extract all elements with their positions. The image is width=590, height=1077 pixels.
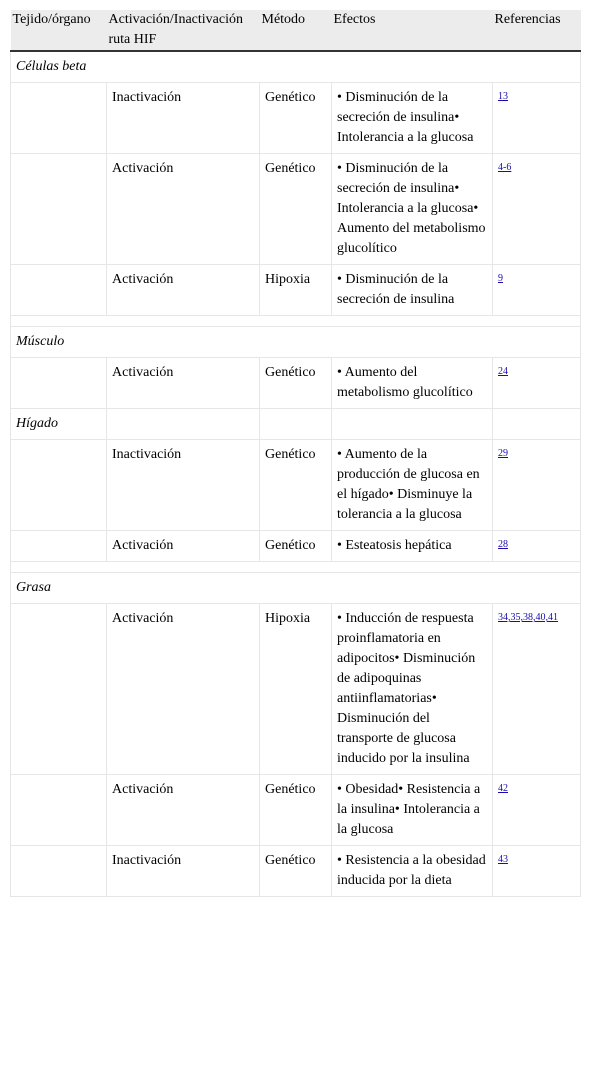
effects-cell: • Disminución de la secreción de insulina• Intolerancia a la glucosa xyxy=(332,83,493,154)
header-tejido: Tejido/órgano xyxy=(11,10,107,51)
hif-effects-table xyxy=(10,10,581,897)
reference-link[interactable]: 43 xyxy=(498,854,508,865)
empty-cell xyxy=(107,409,260,440)
group-row-higado xyxy=(11,409,581,440)
reference-link[interactable]: 13 xyxy=(498,91,508,102)
reference-cell xyxy=(493,531,581,562)
table-row xyxy=(11,358,581,409)
effects-cell: • Inducción de respuesta proinflamatoria en adipocitos• Disminución de adipoquinas antiinflamatorias• Disminución del transporte de glucosa inducido por la insulina xyxy=(332,604,493,775)
method-cell: Genético xyxy=(260,846,332,897)
activation-cell: Activación xyxy=(107,154,260,265)
reference-cell xyxy=(493,83,581,154)
effects-cell: • Aumento del metabolismo glucolítico xyxy=(332,358,493,409)
effects-cell: • Disminución de la secreción de insulina• Intolerancia a la glucosa• Aumento del metabolismo glucolítico xyxy=(332,154,493,265)
group-label: Hígado xyxy=(11,409,107,440)
header-activacion: Activación/Inactivación ruta HIF xyxy=(107,10,260,51)
effects-cell: • Disminución de la secreción de insulina xyxy=(332,265,493,316)
empty-cell xyxy=(493,409,581,440)
spacer-row xyxy=(11,316,581,327)
method-cell: Genético xyxy=(260,531,332,562)
method-cell: Genético xyxy=(260,440,332,531)
group-label: Músculo xyxy=(11,327,581,358)
reference-cell xyxy=(493,775,581,846)
activation-cell: Inactivación xyxy=(107,440,260,531)
table-row xyxy=(11,265,581,316)
activation-cell: Inactivación xyxy=(107,83,260,154)
reference-cell xyxy=(493,846,581,897)
activation-cell: Activación xyxy=(107,531,260,562)
spacer-cell xyxy=(11,316,581,327)
reference-cell xyxy=(493,265,581,316)
method-cell: Genético xyxy=(260,358,332,409)
reference-link[interactable]: 24 xyxy=(498,366,508,377)
effects-cell: • Resistencia a la obesidad inducida por la dieta xyxy=(332,846,493,897)
reference-link[interactable]: 34,35,38,40,41 xyxy=(498,612,558,623)
empty-cell xyxy=(11,265,107,316)
reference-link[interactable]: 42 xyxy=(498,783,508,794)
group-label: Grasa xyxy=(11,573,581,604)
method-cell: Genético xyxy=(260,154,332,265)
activation-cell: Activación xyxy=(107,265,260,316)
empty-cell xyxy=(11,604,107,775)
group-label: Células beta xyxy=(11,51,581,83)
table-row xyxy=(11,846,581,897)
activation-cell: Activación xyxy=(107,358,260,409)
table-row xyxy=(11,83,581,154)
reference-link[interactable]: 9 xyxy=(498,273,503,284)
empty-cell xyxy=(332,409,493,440)
empty-cell xyxy=(11,846,107,897)
table-row xyxy=(11,154,581,265)
group-row-grasa xyxy=(11,573,581,604)
empty-cell xyxy=(11,775,107,846)
table-row xyxy=(11,440,581,531)
empty-cell xyxy=(260,409,332,440)
header-metodo: Método xyxy=(260,10,332,51)
empty-cell xyxy=(11,154,107,265)
method-cell: Hipoxia xyxy=(260,265,332,316)
method-cell: Genético xyxy=(260,775,332,846)
spacer-row xyxy=(11,562,581,573)
reference-cell xyxy=(493,604,581,775)
reference-link[interactable]: 28 xyxy=(498,539,508,550)
table-row xyxy=(11,775,581,846)
method-cell: Genético xyxy=(260,83,332,154)
group-row-beta xyxy=(11,51,581,83)
effects-cell: • Aumento de la producción de glucosa en el hígado• Disminuye la tolerancia a la glucosa xyxy=(332,440,493,531)
reference-link[interactable]: 29 xyxy=(498,448,508,459)
empty-cell xyxy=(11,531,107,562)
activation-cell: Activación xyxy=(107,775,260,846)
reference-link[interactable]: 4-6 xyxy=(498,162,512,173)
effects-cell: • Esteatosis hepática xyxy=(332,531,493,562)
table-row xyxy=(11,531,581,562)
empty-cell xyxy=(11,358,107,409)
group-row-musculo xyxy=(11,327,581,358)
reference-cell xyxy=(493,358,581,409)
method-cell: Hipoxia xyxy=(260,604,332,775)
activation-cell: Activación xyxy=(107,604,260,775)
effects-cell: • Obesidad• Resistencia a la insulina• Intolerancia a la glucosa xyxy=(332,775,493,846)
reference-cell xyxy=(493,154,581,265)
reference-cell xyxy=(493,440,581,531)
table-row xyxy=(11,604,581,775)
empty-cell xyxy=(11,440,107,531)
spacer-cell xyxy=(11,562,581,573)
empty-cell xyxy=(11,83,107,154)
header-referencias: Referencias xyxy=(493,10,581,51)
table-header-row xyxy=(11,10,581,51)
activation-cell: Inactivación xyxy=(107,846,260,897)
header-efectos: Efectos xyxy=(332,10,493,51)
